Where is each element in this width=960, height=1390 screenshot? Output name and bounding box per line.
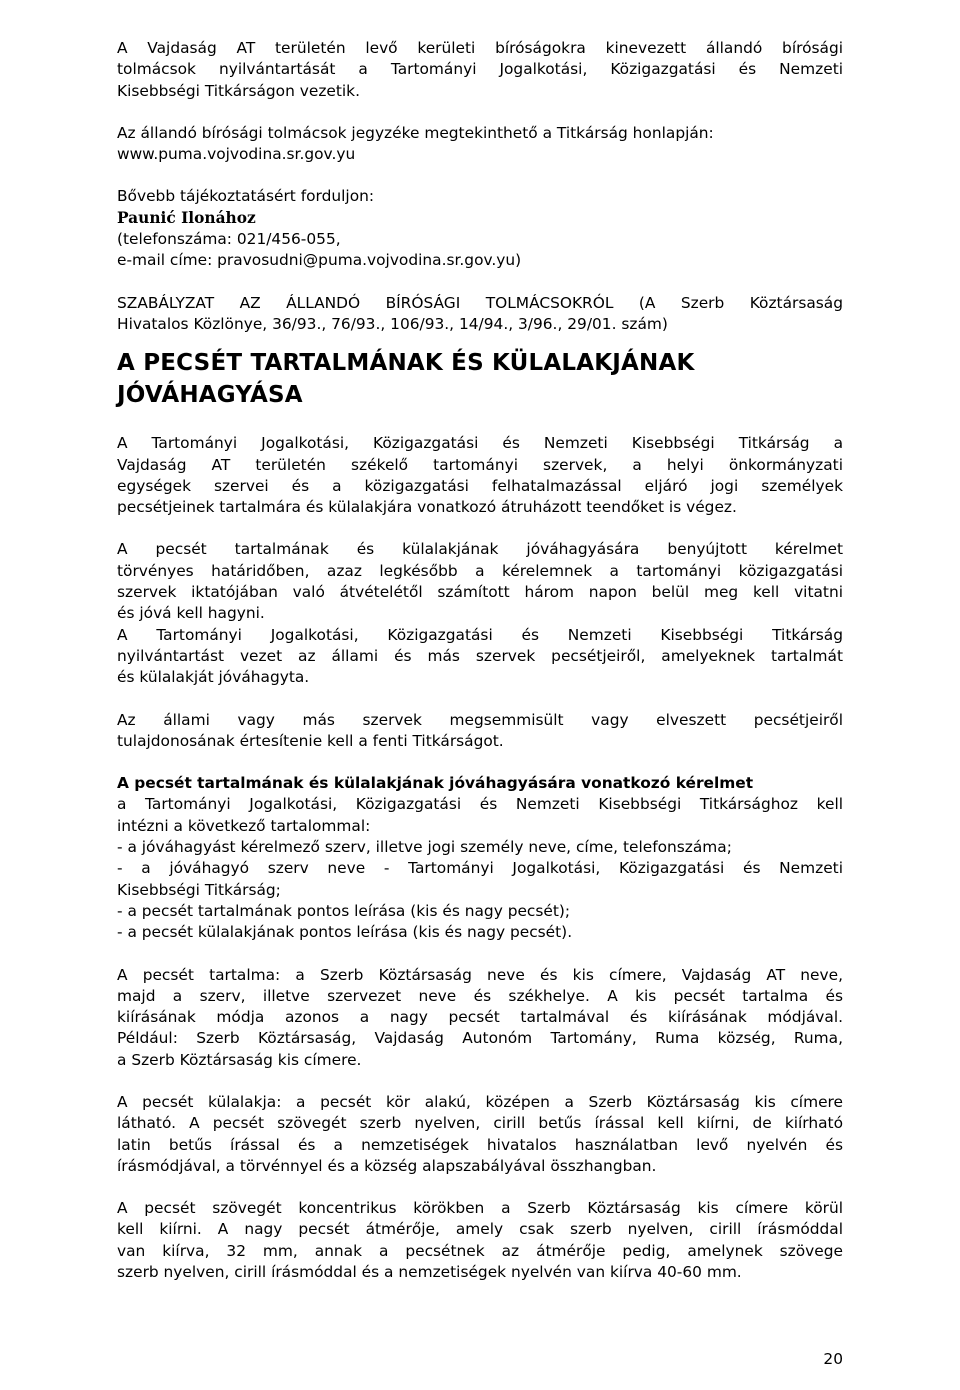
text-line: Hivatalos Közlönye, 36/93., 76/93., 106/93., 14/94., 3/96., 29/01. szám) bbox=[117, 314, 668, 333]
text-line: a Szerb Köztársaság kis címere. bbox=[117, 1050, 362, 1069]
text-line: szervek iktatójában való átvételétől számított három napon belül meg kell vitatni bbox=[117, 583, 843, 602]
text-line: Az állandó bírósági tolmácsok jegyzéke megtekinthető a Titkárság honlapján: bbox=[117, 123, 714, 142]
text-line: tolmácsok nyilvántartását a Tartományi Jogalkotási, Közigazgatási és Nemzeti bbox=[117, 60, 843, 79]
contact-phone: (telefonszáma: 021/456-055, bbox=[117, 230, 341, 249]
request-heading: A pecsét tartalmának és külalakjának jóváhagyására vonatkozó kérelmet bbox=[117, 774, 754, 793]
website-link[interactable]: www.puma.vojvodina.sr.gov.yu bbox=[117, 145, 356, 164]
text-line: szerb nyelven, cirill írásmóddal és a nemzetiségek nyelvén van kiírva 40-60 mm. bbox=[117, 1263, 742, 1282]
paragraph-7 bbox=[117, 1198, 843, 1283]
text-line: van kiírva, 32 mm, annak a pecsétnek az átmérője pedig, amelynek szövege bbox=[117, 1241, 843, 1260]
list-item: - a jóváhagyást kérelmező szerv, illetve jogi személy neve, címe, telefonszáma; bbox=[117, 838, 732, 857]
text-line: a Tartományi Jogalkotási, Közigazgatási és Nemzeti Kisebbségi Titkársághoz kell bbox=[117, 795, 843, 814]
heading-line: A PECSÉT TARTALMÁNAK ÉS KÜLALAKJÁNAK bbox=[117, 350, 695, 377]
text-line: latin betűs írással és a nemzetiségek hivatalos használatban levő nyelvén és bbox=[117, 1135, 843, 1154]
paragraph-4 bbox=[117, 710, 843, 753]
text-line: A Tartományi Jogalkotási, Közigazgatási és Nemzeti Kisebbségi Titkárság a bbox=[117, 434, 843, 453]
text-line: A pecsét külalakja: a pecsét kör alakú, középen a Szerb Köztársaság kis címere bbox=[117, 1092, 843, 1111]
text-line: és külalakját jóváhagyta. bbox=[117, 668, 310, 687]
intro-paragraph bbox=[117, 38, 843, 102]
text-line: nyilvántartást vezet az állami és más szervek pecsétjeiről, amelyeknek tartalmát bbox=[117, 646, 843, 665]
text-line: Vajdaság AT területén székelő tartományi szervek, a helyi önkormányzati bbox=[117, 455, 843, 474]
text-line: és jóvá kell hagyni. bbox=[117, 604, 265, 623]
list-info-paragraph bbox=[117, 123, 843, 166]
text-line: látható. A pecsét szövegét szerb nyelven, cirill betűs írással kell kiírni, de kiírható bbox=[117, 1114, 843, 1133]
text-line: Az állami vagy más szervek megsemmisült vagy elveszett pecsétjeiről bbox=[117, 710, 843, 729]
text-line: pecsétjeinek tartalmára és külalakjára vonatkozó átruházott teendőket is végez. bbox=[117, 498, 737, 517]
text-line: egységek szervei és a közigazgatási felhatalmazással eljáró jogi személyek bbox=[117, 476, 843, 495]
contact-intro: Bővebb tájékoztatásért forduljon: bbox=[117, 187, 375, 206]
paragraph-3 bbox=[117, 625, 843, 689]
text-line: Például: Szerb Köztársaság, Vajdaság Autonóm Tartomány, Ruma község, Ruma, bbox=[117, 1029, 843, 1048]
text-line: A pecsét szövegét koncentrikus körökben a Szerb Köztársaság kis címere körül bbox=[117, 1199, 843, 1218]
paragraph-5 bbox=[117, 965, 843, 1071]
text-line: írásmódjával, a törvénnyel és a község alapszabályával összhangban. bbox=[117, 1156, 657, 1175]
text-line: törvényes határidőben, azaz legkésőbb a kérelemnek a tartományi közigazgatási bbox=[117, 561, 843, 580]
text-line: tulajdonosának értesítenie kell a fenti Titkárságot. bbox=[117, 731, 504, 750]
contact-paragraph bbox=[117, 186, 843, 271]
text-line: kell kiírni. A nagy pecsét átmérője, amely csak szerb nyelven, cirill írásmóddal bbox=[117, 1220, 843, 1239]
text-line: majd a szerv, illetve szervezet neve és székhelye. A kis pecsét tartalma és bbox=[117, 986, 843, 1005]
text-line: A Vajdaság AT területén levő kerületi bíróságokra kinevezett állandó bírósági bbox=[117, 39, 843, 57]
contact-name: Paunić Ilonához bbox=[117, 208, 256, 227]
text-line: intézni a következő tartalommal: bbox=[117, 816, 371, 835]
paragraph-2 bbox=[117, 539, 843, 624]
list-item: - a jóváhagyó szerv neve - Tartományi Jogalkotási, Közigazgatási és Nemzeti bbox=[117, 859, 843, 878]
text-line: A pecsét tartalmának és külalakjának jóváhagyására benyújtott kérelmet bbox=[117, 540, 843, 559]
paragraph-1 bbox=[117, 433, 843, 518]
list-item: - a pecsét külalakjának pontos leírása (kis és nagy pecsét). bbox=[117, 923, 573, 942]
paragraph-6 bbox=[117, 1092, 843, 1177]
text-line: A pecsét tartalma: a Szerb Köztársaság neve és kis címere, Vajdaság AT neve, bbox=[117, 965, 843, 984]
regulation-title bbox=[117, 293, 843, 336]
contact-email: e-mail címe: pravosudni@puma.vojvodina.sr.gov.yu) bbox=[117, 251, 522, 270]
list-item-continuation: Kisebbségi Titkárság; bbox=[117, 880, 281, 899]
request-paragraph bbox=[117, 773, 843, 943]
text-line: Kisebbségi Titkárságon vezetik. bbox=[117, 81, 360, 100]
text-line: A Tartományi Jogalkotási, Közigazgatási és Nemzeti Kisebbségi Titkárság bbox=[117, 625, 843, 644]
page-number: 20 bbox=[823, 1350, 843, 1368]
section-heading bbox=[117, 347, 843, 411]
text-line: SZABÁLYZAT AZ ÁLLANDÓ BÍRÓSÁGI TOLMÁCSOKRÓL (A Szerb Köztársaság bbox=[117, 293, 843, 312]
text-line: kiírásának módja azonos a nagy pecsét tartalmával és kiírásának módjával. bbox=[117, 1008, 843, 1027]
document-page bbox=[117, 38, 843, 1283]
list-item: - a pecsét tartalmának pontos leírása (kis és nagy pecsét); bbox=[117, 901, 571, 920]
heading-line: JÓVÁHAGYÁSA bbox=[117, 382, 303, 409]
